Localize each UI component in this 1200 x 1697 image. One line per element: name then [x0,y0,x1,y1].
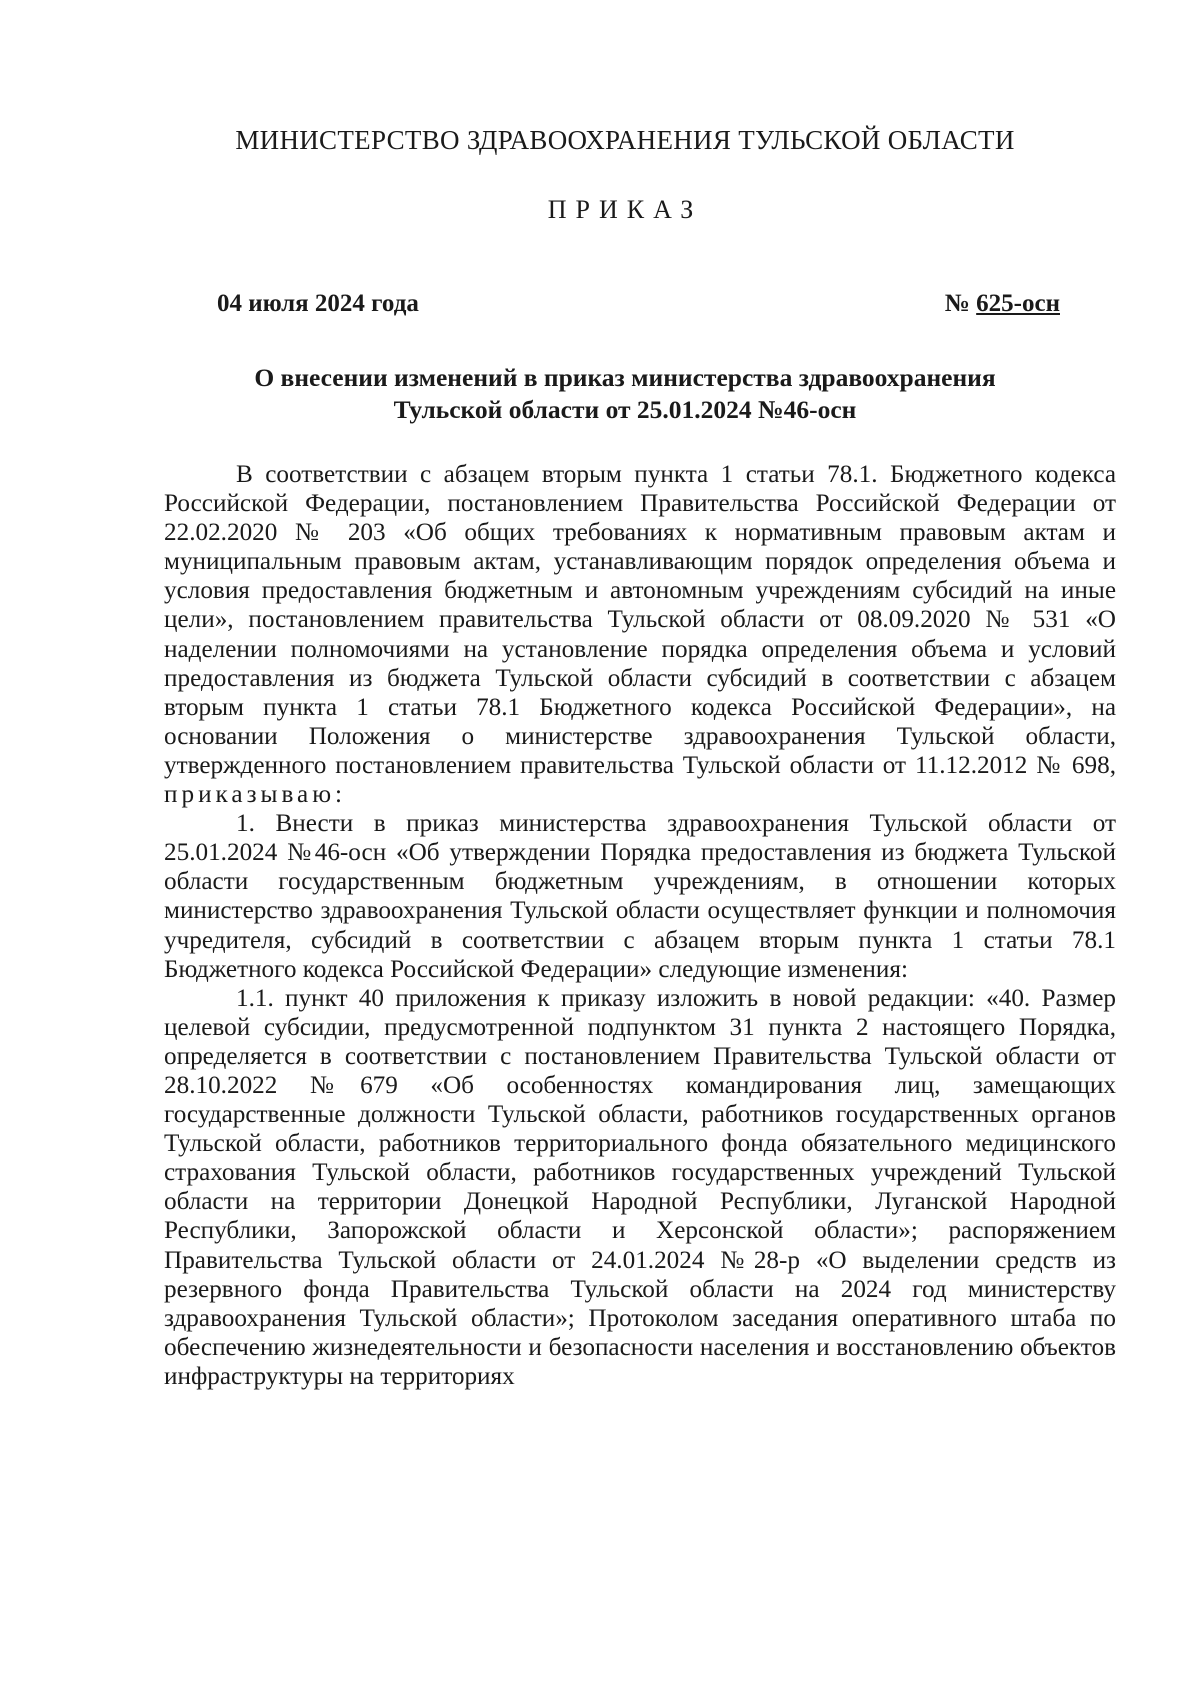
ministry-title: МИНИСТЕРСТВО ЗДРАВООХРАНЕНИЯ ТУЛЬСКОЙ ОБЛАСТИ [235,125,1015,155]
order-date: 04 июля 2024 года [217,290,419,317]
order-number-prefix: № [944,290,977,317]
subject-line-2: Тульской области от 25.01.2024 №46-осн [393,395,857,424]
preamble-paragraph [164,460,1116,809]
subject-line-1: О внесении изменений в приказ министерства здравоохранения [254,363,996,392]
preamble-text: В соответствии с абзацем вторым пункта 1 статьи 78.1. Бюджетного кодекса Российской Федерации, постановлением Правительства Российской Федерации от 22.02.2020 № 203 «Об общих требованиях к нормативным правовым актам и муниципальным правовым актам, устанавливающим порядок определения объема и условия предоставления бюджетным и автономным учреждениям субсидий на иные цели», постановлением правительства Тульской области от 08.09.2020 № 531 «О наделении полномочиями на установление порядка определения объема и условий предоставления из бюджета Тульской области субсидий в соответствии с абзацем вторым пункта 1 статьи 78.1 Бюджетного кодекса Российской Федерации», на основании Положения о министерстве здравоохранения Тульской области, утвержденного постановлением правительства Тульской области от 11.12.2012 № 698, [164,461,1116,779]
clause-1-paragraph: 1. Внести в приказ министерства здравоохранения Тульской области от 25.01.2024 №46-осн «Об утверждении Порядка предоставления из бюджета Тульской области государственным бюджетным учреждениям, в отношении которых министерство здравоохранения Тульской области осуществляет функции и полномочия учредителя, субсидий в соответствии с абзацем вторым пункта 1 статьи 78.1 Бюджетного кодекса Российской Федерации» следующие изменения: [164,810,1116,983]
order-body [164,460,1116,1391]
order-number [945,290,1060,318]
document-type: ПРИКАЗ [547,195,703,224]
order-number-value: 625-осн [976,290,1060,317]
clause-1-1-paragraph: 1.1. пункт 40 приложения к приказу изложить в новой редакции: «40. Размер целевой субсидии, предусмотренной подпунктом 31 пункта 2 настоящего Порядка, определяется в соответствии с постановлением Правительства Тульской области от 28.10.2022 №679 «Об особенностях командирования лиц, замещающих государственные должности Тульской области, работников государственных органов Тульской области, работников территориального фонда обязательного медицинского страхования Тульской области, работников государственных учреждений Тульской области на территории Донецкой Народной Республики, Луганской Народной Республики, Запорожской области и Херсонской области»; распоряжением Правительства Тульской области от 24.01.2024 №28-р «О выделении средств из резервного фонда Правительства Тульской области на 2024 год министерству здравоохранения Тульской области»; Протоколом заседания оперативного штаба по обеспечению жизнедеятельности и безопасности населения и восстановлению объектов инфраструктуры на территориях [164,984,1116,1390]
order-subject [160,362,1090,426]
command-word: приказываю: [164,781,347,809]
